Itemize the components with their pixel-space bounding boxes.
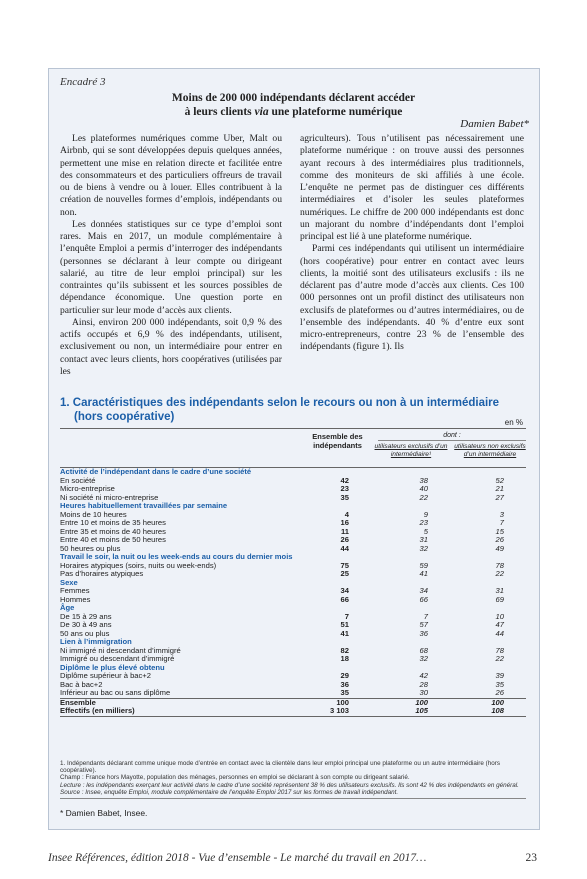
- title-line-2-post: une plateforme numérique: [268, 105, 403, 118]
- cell-ensemble: 35: [340, 688, 349, 697]
- paragraph: agriculteurs). Tous n’utilisent pas nécessairement une plateforme numérique : on trouve aussi des personnes ayant recours à des intermédiaires plus traditionnels, comme des moniteurs de ski affiliés à une école. L’enquête ne permet pas de distinguer ces différents intermédiaires et d’isoler les seules plateformes numériques. Le chiffre de 200 000 indépendants est donc un majorant du nombre d’indépendants dont l’emploi principal est lié à une plateforme numérique.: [300, 133, 524, 242]
- cell-ensemble: 82: [340, 645, 349, 655]
- cell-non-exclusifs: 78: [495, 560, 504, 570]
- col-head-exclusifs: utilisateurs exclusifs d’un intermédiaire¹: [374, 443, 448, 458]
- table-header: [60, 428, 526, 468]
- table-row: [60, 613, 526, 622]
- col-head-ensemble: Ensemble des indépendants: [312, 432, 363, 450]
- table-row: [60, 672, 526, 681]
- table-body: [60, 468, 526, 717]
- table-row: [60, 596, 526, 605]
- table-notes: [60, 760, 526, 796]
- cell-non-exclusifs: 78: [495, 645, 504, 655]
- table-row: [60, 621, 526, 630]
- cell-non-exclusifs: 44: [495, 628, 504, 638]
- row-label: Âge: [60, 603, 75, 612]
- row-label: Travail le soir, la nuit ou les week-ends au cours du dernier mois: [60, 552, 293, 561]
- row-label: Entre 35 et moins de 40 heures: [60, 526, 166, 536]
- cell-ensemble: 4: [344, 509, 349, 519]
- cell-exclusifs: 36: [419, 628, 428, 638]
- table-title: [60, 396, 500, 424]
- cell-ensemble: 66: [340, 594, 349, 604]
- cell-non-exclusifs: 7: [499, 518, 504, 527]
- col-head-dont: dont :: [378, 432, 526, 441]
- cell-ensemble: 23: [340, 484, 349, 493]
- cell-non-exclusifs: 26: [495, 535, 504, 544]
- cell-non-exclusifs: 26: [495, 688, 504, 697]
- note-1: 1. Indépendants déclarant comme unique mode d’entrée en contact avec la clientèle dans leur emploi principal une plateforme ou un autre intermédiaire (hors coopérative).: [60, 760, 500, 775]
- cell-ensemble: 25: [340, 569, 349, 578]
- row-label: Pas d’horaires atypiques: [60, 569, 144, 578]
- row-label: Inférieur au bac ou sans diplôme: [60, 688, 171, 697]
- author: Damien Babet*: [460, 118, 529, 130]
- row-label: Diplôme supérieur à bac+2: [60, 671, 151, 680]
- table-row: [60, 707, 526, 717]
- row-label: En société: [60, 475, 96, 485]
- paragraph: Les plateformes numériques comme Uber, Malt ou Airbnb, qui se sont développées depuis quelques années, permettent une mise en relation directe et facilitée entre des consommateurs et des particuliers offreurs de travail ou de biens à vendre ou à louer. Elles contribuent à la création de nouvelles formes d’emplois, indépendants ou non.: [60, 133, 282, 218]
- cell-ensemble: 35: [340, 492, 349, 502]
- row-label: Ni immigré ni descendant d’immigré: [60, 645, 181, 655]
- cell-exclusifs: 59: [419, 560, 428, 570]
- cell-exclusifs: 22: [419, 492, 428, 502]
- title-line-2: [60, 106, 527, 120]
- table-row: [60, 477, 526, 486]
- cell-ensemble: 3 103: [329, 706, 349, 715]
- cell-exclusifs: 42: [419, 671, 428, 680]
- cell-ensemble: 16: [340, 518, 349, 527]
- cell-exclusifs: 28: [419, 679, 428, 689]
- table-section-row: [60, 604, 526, 613]
- cell-non-exclusifs: 22: [495, 654, 504, 663]
- paragraph: Parmi ces indépendants qui utilisent un intermédiaire (hors coopérative) pour entrer en contact avec leurs clients, la moitié sont des utilisateurs exclusifs : ils ne déclarent pas d’autre mode d’accès aux clients. Ces 100 000 personnes ont un profil distinct des utilisateurs non exclusifs de plateformes ou d’autres intermédiaires, ou de l’ensemble des indépendants. 40 % d’entre eux sont micro-entrepreneurs, contre 23 % de l’ensemble des indépendants (figure 1). Ils: [300, 243, 524, 353]
- cell-non-exclusifs: 108: [491, 706, 504, 715]
- row-label: De 30 à 49 ans: [60, 620, 112, 629]
- cell-exclusifs: 5: [423, 526, 428, 536]
- cell-exclusifs: 23: [419, 518, 428, 527]
- table-row: [60, 570, 526, 579]
- cell-non-exclusifs: 10: [495, 611, 504, 621]
- cell-ensemble: 75: [340, 560, 349, 570]
- cell-ensemble: 29: [340, 671, 349, 680]
- cell-exclusifs: 31: [419, 535, 428, 544]
- table-title-line-1: 1. Caractéristiques des indépendants selon le recours ou non à un intermédiaire: [60, 397, 500, 409]
- cell-non-exclusifs: 52: [495, 475, 504, 485]
- box-title: [60, 92, 527, 119]
- row-label: Horaires atypiques (soirs, nuits ou week-ends): [60, 560, 217, 570]
- note-champ: Champ : France hors Mayotte, population des ménages, personnes en emploi se déclarant à son compte ou dirigeant salarié.: [60, 774, 410, 782]
- cell-exclusifs: 68: [419, 645, 428, 655]
- cell-non-exclusifs: 69: [495, 594, 504, 604]
- row-label: Entre 10 et moins de 35 heures: [60, 518, 166, 527]
- cell-exclusifs: 66: [419, 594, 428, 604]
- row-label: Ni société ni micro-entreprise: [60, 492, 159, 502]
- cell-exclusifs: 32: [419, 654, 428, 663]
- table-row: [60, 536, 526, 545]
- note-lecture: Lecture : les indépendants exerçant leur activité dans le cadre d’une société représentent 38 % des utilisateurs exclusifs. Ils sont 42 % des indépendants en général.: [60, 781, 519, 789]
- title-line-2-pre: à leurs clients: [184, 105, 255, 118]
- cell-exclusifs: 105: [415, 706, 428, 715]
- title-line-2-via: via: [254, 105, 269, 118]
- cell-non-exclusifs: 49: [495, 543, 504, 553]
- row-label: Hommes: [60, 594, 91, 604]
- cell-ensemble: 44: [340, 543, 349, 553]
- row-label: Heures habituellement travaillées par semaine: [60, 501, 228, 510]
- cell-exclusifs: 38: [419, 475, 428, 485]
- cell-ensemble: 7: [344, 611, 349, 621]
- cell-non-exclusifs: 22: [495, 569, 504, 578]
- cell-non-exclusifs: 27: [495, 492, 504, 502]
- cell-exclusifs: 32: [419, 543, 428, 553]
- row-label: Micro-entreprise: [60, 484, 115, 493]
- table-section-row: [60, 579, 526, 588]
- cell-non-exclusifs: 100: [491, 697, 504, 707]
- row-label: Ensemble: [60, 697, 96, 707]
- cell-non-exclusifs: 39: [495, 671, 504, 680]
- col-head-non-exclusifs: utilisateurs non exclusifs d’un intermédiaire: [454, 443, 526, 458]
- box-label: Encadré 3: [60, 76, 106, 88]
- text-column-right: [300, 133, 524, 354]
- cell-exclusifs: 34: [419, 586, 428, 595]
- footnote: * Damien Babet, Insee.: [60, 808, 148, 818]
- row-label: Activité de l’indépendant dans le cadre d’une société: [60, 467, 252, 476]
- note-source: Source : Insee, enquête Emploi, module complémentaire de l’enquête Emploi 2017 sur les formes de travail indépendant.: [60, 788, 399, 796]
- cell-non-exclusifs: 21: [495, 484, 504, 493]
- row-label: Bac à bac+2: [60, 679, 103, 689]
- cell-ensemble: 41: [340, 628, 349, 638]
- cell-non-exclusifs: 35: [495, 679, 504, 689]
- row-label: Immigré ou descendant d’immigré: [60, 654, 175, 663]
- table-row: [60, 689, 526, 699]
- cell-ensemble: 36: [340, 679, 349, 689]
- text-column-left: [60, 133, 282, 378]
- table-title-line-2: (hors coopérative): [74, 411, 175, 423]
- cell-exclusifs: 41: [419, 569, 428, 578]
- row-label: Femmes: [60, 586, 90, 595]
- table-section-row: [60, 502, 526, 511]
- data-table: [60, 428, 526, 717]
- separator: [60, 798, 526, 799]
- cell-non-exclusifs: 15: [495, 526, 504, 536]
- cell-exclusifs: 30: [419, 688, 428, 697]
- cell-exclusifs: 9: [423, 509, 428, 519]
- page-footer: Insee Références, édition 2018 - Vue d’ensemble - Le marché du travail en 2017…: [48, 852, 427, 864]
- table-section-row: [60, 468, 526, 477]
- cell-exclusifs: 40: [419, 484, 428, 493]
- row-label: Sexe: [60, 577, 78, 587]
- cell-non-exclusifs: 47: [495, 620, 504, 629]
- row-label: Entre 40 et moins de 50 heures: [60, 535, 166, 544]
- cell-ensemble: 100: [336, 697, 349, 707]
- row-label: Moins de 10 heures: [60, 509, 127, 519]
- cell-non-exclusifs: 3: [499, 509, 504, 519]
- row-label: 50 heures ou plus: [60, 543, 121, 553]
- cell-exclusifs: 57: [419, 620, 428, 629]
- paragraph: Les données statistiques sur ce type d’emploi sont rares. Mais en 2017, un module complémentaire à l’enquête Emploi a permis d’interroger des indépendants (personnes se déclarant à leur compte ou dirigeant salarié, au titre de leur emploi principal) sur les contraintes qu’ils subissent et les sources possibles de dépendance économique. Une question porte en particulier sur leur mode d’accès aux clients.: [60, 218, 282, 316]
- title-line-1: Moins de 200 000 indépendants déclarent accéder: [171, 92, 416, 104]
- table-unit: en %: [504, 418, 523, 427]
- table-row: [60, 587, 526, 596]
- cell-exclusifs: 100: [415, 697, 428, 707]
- cell-ensemble: 26: [340, 535, 349, 544]
- cell-ensemble: 34: [340, 586, 349, 595]
- row-label: De 15 à 29 ans: [60, 611, 112, 621]
- page-number: 23: [525, 852, 537, 864]
- paragraph: Ainsi, environ 200 000 indépendants, soit 0,9 % des actifs occupés et 6,9 % des indépendants, utilisent, exclusivement ou non, un intermédiaire pour entrer en contact avec leurs clients, hors coopératives (utilisées par les: [60, 316, 282, 377]
- cell-ensemble: 18: [340, 654, 349, 663]
- cell-non-exclusifs: 31: [495, 586, 504, 595]
- cell-ensemble: 11: [340, 526, 349, 536]
- cell-ensemble: 42: [340, 475, 349, 485]
- row-label: 50 ans ou plus: [60, 628, 110, 638]
- row-label: Diplôme le plus élevé obtenu: [60, 662, 165, 672]
- row-label: Lien à l’immigration: [60, 637, 132, 646]
- row-label: Effectifs (en milliers): [60, 706, 135, 715]
- cell-ensemble: 51: [340, 620, 349, 629]
- cell-exclusifs: 7: [423, 611, 428, 621]
